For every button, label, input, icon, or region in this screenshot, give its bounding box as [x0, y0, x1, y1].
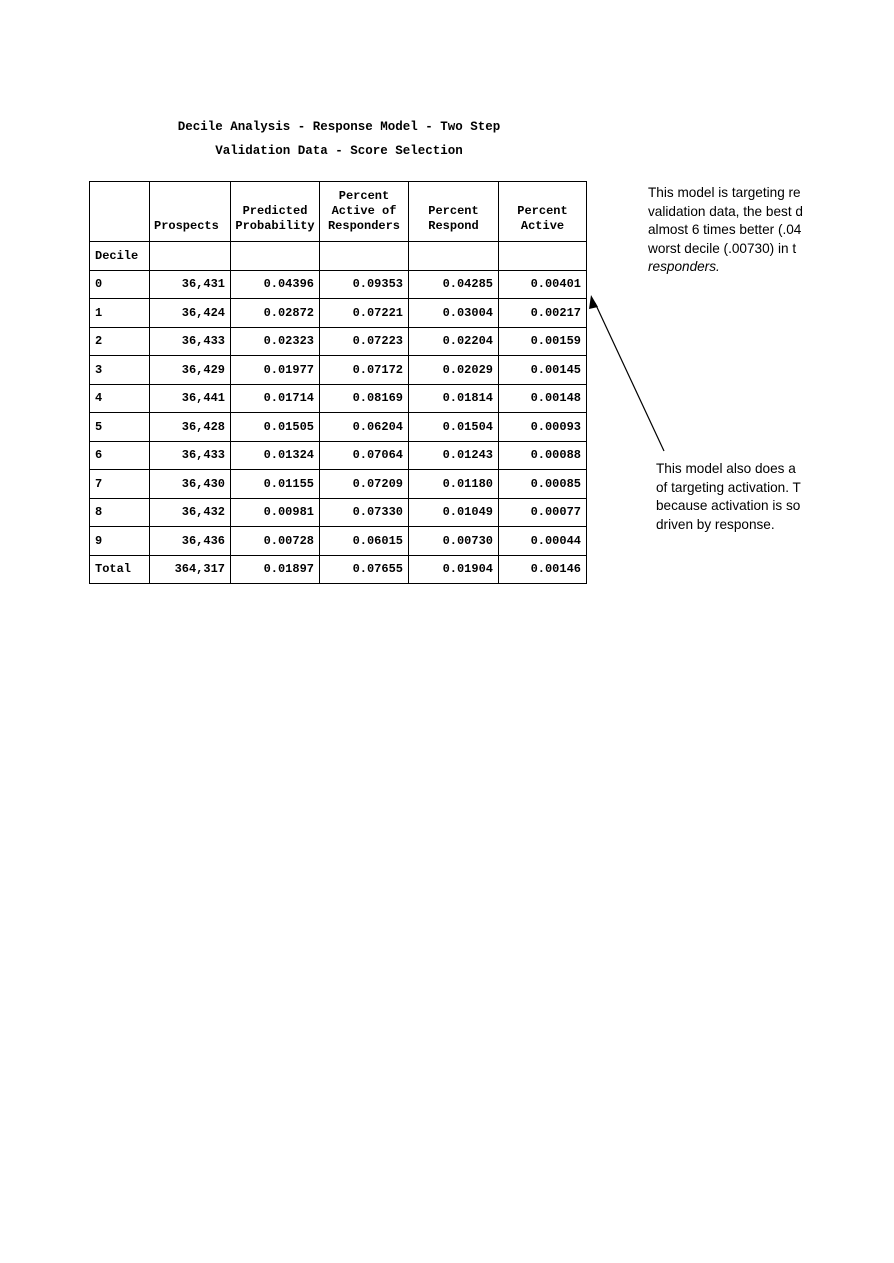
cell-decile: 1: [90, 299, 150, 328]
cell-active: 0.00217: [499, 299, 587, 328]
cell-active: 0.00401: [499, 270, 587, 299]
cell-active: 0.00148: [499, 384, 587, 413]
cell-active: 0.00093: [499, 413, 587, 442]
cell-active: 0.00085: [499, 470, 587, 499]
cell-active: 0.00088: [499, 441, 587, 470]
cell-decile: 9: [90, 527, 150, 556]
cell-active_resp: 0.07223: [320, 327, 409, 356]
table-subtitle: Validation Data - Score Selection: [215, 144, 463, 158]
header-predicted-probability: Predicted Probability: [231, 182, 320, 242]
cell-decile: 8: [90, 498, 150, 527]
cell-decile: 3: [90, 356, 150, 385]
cell-predicted: 0.01505: [231, 413, 320, 442]
cell-prospects: 36,433: [150, 327, 231, 356]
cell-respond: 0.01243: [409, 441, 499, 470]
cell-prospects: 36,430: [150, 470, 231, 499]
cell-prospects: 36,436: [150, 527, 231, 556]
cell-respond: 0.01049: [409, 498, 499, 527]
cell-decile: 7: [90, 470, 150, 499]
cell-active_resp: 0.06204: [320, 413, 409, 442]
cell-predicted: 0.04396: [231, 270, 320, 299]
annotation-activation-targeting: This model also does a of targeting activation. T because activation is so driven by response.: [656, 461, 801, 532]
header-percent-active-of-responders: Percent Active of Responders: [320, 182, 409, 242]
cell-predicted: 0.00728: [231, 527, 320, 556]
annotation-response-targeting: This model is targeting re validation data, the best d almost 6 times better (.04 worst decile (.00730) in t responders.: [648, 185, 803, 275]
header-percent-respond: Percent Respond: [409, 182, 499, 242]
cell-respond: 0.04285: [409, 270, 499, 299]
cell-predicted: 0.00981: [231, 498, 320, 527]
cell-respond: 0.01904: [409, 555, 499, 584]
cell-active: 0.00145: [499, 356, 587, 385]
cell-decile: 6: [90, 441, 150, 470]
cell-respond: 0.03004: [409, 299, 499, 328]
cell-predicted: 0.01714: [231, 384, 320, 413]
cell-prospects: 36,431: [150, 270, 231, 299]
cell-respond: 0.00730: [409, 527, 499, 556]
cell-respond: 0.01814: [409, 384, 499, 413]
cell-predicted: 0.01897: [231, 555, 320, 584]
cell-active_resp: 0.07172: [320, 356, 409, 385]
cell-active_resp: 0.07209: [320, 470, 409, 499]
cell-active_resp: 0.07330: [320, 498, 409, 527]
cell-predicted: 0.02872: [231, 299, 320, 328]
cell-active: 0.00146: [499, 555, 587, 584]
cell-prospects: 36,424: [150, 299, 231, 328]
cell-prospects: 36,432: [150, 498, 231, 527]
cell-decile: 5: [90, 413, 150, 442]
cell-predicted: 0.01977: [231, 356, 320, 385]
cell-active_resp: 0.07655: [320, 555, 409, 584]
cell-predicted: 0.02323: [231, 327, 320, 356]
cell-respond: 0.02029: [409, 356, 499, 385]
cell-decile: 2: [90, 327, 150, 356]
cell-active_resp: 0.06015: [320, 527, 409, 556]
cell-prospects: 36,441: [150, 384, 231, 413]
header-prospects: Prospects: [150, 182, 231, 242]
cell-active: 0.00077: [499, 498, 587, 527]
cell-active: 0.00044: [499, 527, 587, 556]
header-percent-active: Percent Active: [499, 182, 587, 242]
cell-prospects: 36,428: [150, 413, 231, 442]
cell-prospects: 364,317: [150, 555, 231, 584]
cell-respond: 0.01504: [409, 413, 499, 442]
cell-prospects: 36,433: [150, 441, 231, 470]
cell-prospects: 36,429: [150, 356, 231, 385]
arrow-line: [595, 303, 664, 451]
cell-active_resp: 0.07064: [320, 441, 409, 470]
cell-predicted: 0.01324: [231, 441, 320, 470]
arrow-head-icon: [589, 295, 598, 309]
cell-predicted: 0.01155: [231, 470, 320, 499]
cell-decile: 0: [90, 270, 150, 299]
cell-active_resp: 0.07221: [320, 299, 409, 328]
cell-active_resp: 0.09353: [320, 270, 409, 299]
cell-respond: 0.01180: [409, 470, 499, 499]
cell-active_resp: 0.08169: [320, 384, 409, 413]
cell-decile: 4: [90, 384, 150, 413]
cell-respond: 0.02204: [409, 327, 499, 356]
cell-active: 0.00159: [499, 327, 587, 356]
decile-label: Decile: [90, 242, 150, 271]
cell-decile: Total: [90, 555, 150, 584]
table-title: Decile Analysis - Response Model - Two Step: [177, 120, 501, 134]
